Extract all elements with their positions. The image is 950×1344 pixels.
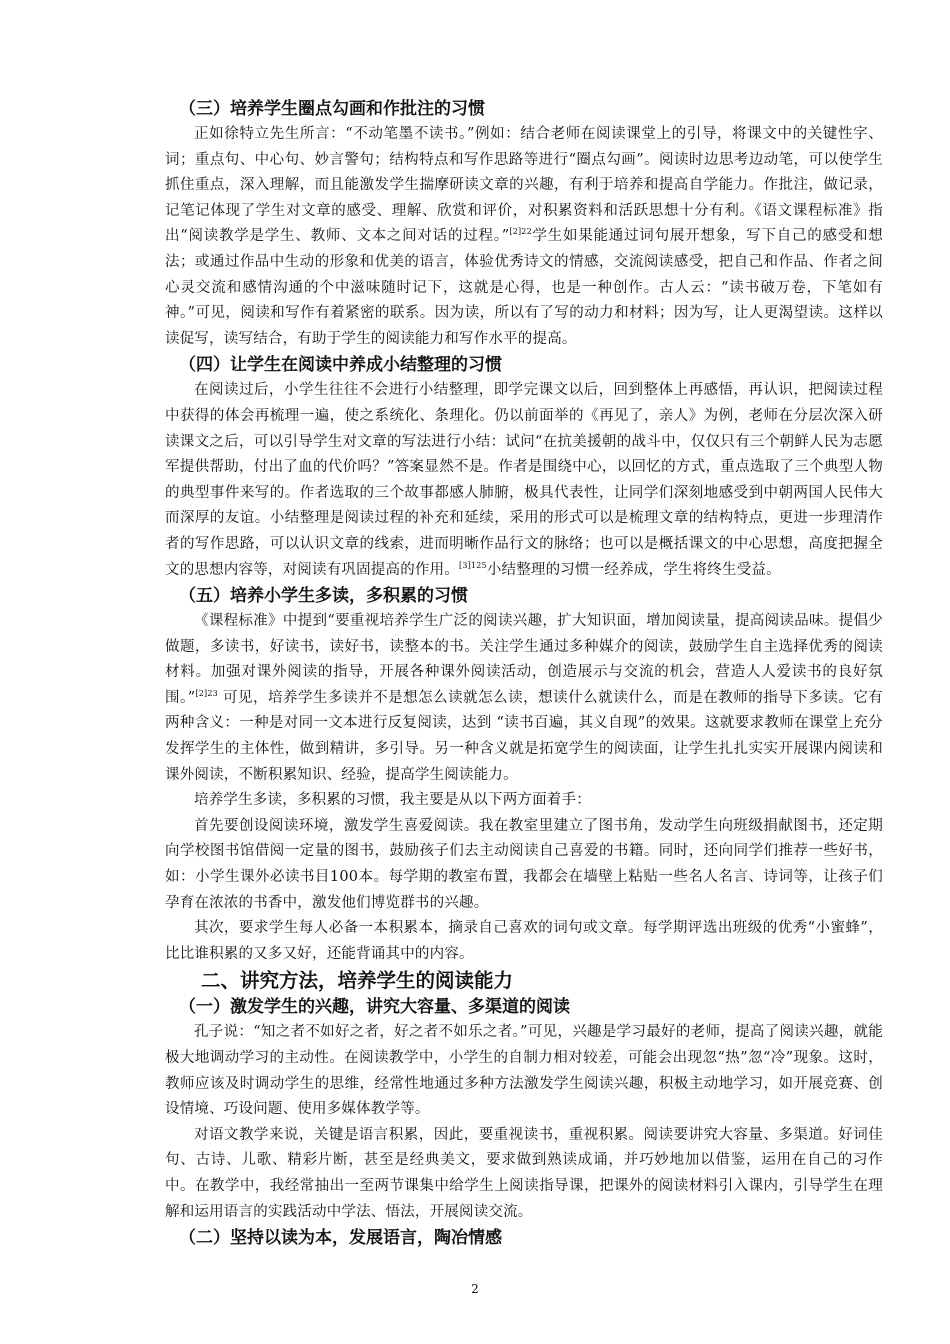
paragraph-text: 培养学生多读，多积累的习惯，我主要是从以下两方面着手： <box>194 792 591 809</box>
citation-superscript: [2]22 <box>509 227 532 237</box>
paragraph: 孔子说：“知之者不如好之者，好之者不如乐之者。”可见，兴趣是学习最好的老师，提高了阅读兴趣，就能极大地调动学习的主动性。在阅读教学中，小学生的自制力相对较差，可能会出现忽“热”忽“冷”现象。这时，教师应该及时调动学生的思维，经常性地通过多种方法激发学生阅读兴趣，积极主动地学习，如开展竞赛、创设情境、巧设问题、使用多媒体教学等。 <box>165 1024 883 1118</box>
paragraph <box>165 814 883 916</box>
paragraph-text: 可见，培养学生多读并不是想怎么读就怎么读，想读什么就读什么，而是在教师的指导下多读。它有两种含义：一种是对同一文本进行反复阅读，达到 “读书百遍，其义自现”的效果。这就要求教师在课堂上充分发挥学生的主体性，做到精讲，多引导。另一种含义就是拓宽学生的阅读面，让学生扎扎实实开展课内阅读和课外阅读，不断积累知识、经验，提高学生阅读能力。 <box>165 689 884 783</box>
paragraph <box>165 916 883 967</box>
page-number: 2 <box>471 1282 479 1296</box>
paragraph-text: 小结整理的习惯一经养成，学生将终生受益。 <box>486 561 781 578</box>
section-heading-1: （一）激发学生的兴趣，讲究大容量、多渠道的阅读 <box>179 997 570 1018</box>
section-heading-3: （三）培养学生圈点勾画和作批注的习惯 <box>179 99 485 119</box>
paragraph <box>165 788 883 814</box>
section-heading-5: （五）培养小学生多读，多积累的习惯 <box>179 586 468 607</box>
paragraph-text: 《课程标准》中提到“要重视培养学生广泛的阅读兴趣，扩大知识面，增加阅读量，提高阅读品味。提倡少做题，多读书，好读书，读好书，读整本的书。关注学生通过多种媒介的阅读，鼓励学生自主选择优秀的阅读材料。加强对课外阅读的指导，开展各种课外阅读活动，创造展示与交流的机会，营造人人爱读书的良好氛围。” <box>165 613 883 706</box>
section-heading-4: （四）让学生在阅读中养成小结整理的习惯 <box>179 355 502 376</box>
paragraph-text: 首先要创设阅读环境，激发学生喜爱阅读。我在教室里建立了图书角，发动学生向班级捐献图书，还定期向学校图书馆借阅一定量的图书，鼓励孩子们去主动阅读自己喜爱的书籍。同时，还向同学们推荐一些好书，如：小学生课外必读书目100本。每学期的教室布置，我都会在墙壁上粘贴一些名人名言、诗词等，让孩子们孕育在浓浓的书香中，激发他们博览群书的兴趣。 <box>165 817 883 911</box>
paragraph-text: 在阅读过后，小学生往往不会进行小结整理，即学完课文以后，回到整体上再感悟，再认识，把阅读过程中获得的体会再梳理一遍，使之系统化、条理化。仍以前面举的《再见了，亲人》为例，老师在分层次深入研读课文之后，可以引导学生对文章的写法进行小结：试问“在抗美援朝的战斗中，仅仅只有三个朝鲜人民为志愿军提供帮助，付出了血的代价吗？”答案显然不是。作者是围绕中心，以回忆的方式，重点选取了三个典型人物的典型事件来写的。作者选取的三个故事都感人肺腑，极具代表性，让同学们深刻地感受到中朝两国人民伟大而深厚的友谊。小结整理是阅读过程的补充和延续，采用的形式可以是梳理文章的结构特点，更进一步理清作者的写作思路，可以认识文章的线索，进而明晰作品行文的脉络；也可以是概括课文的中心思想，高度把握全文的思想内容等，对阅读有巩固提高的作用。 <box>165 382 883 578</box>
paragraph-text: 正如徐特立先生所言：“不动笔墨不读书。”例如：结合老师在阅读课堂上的引导，将课文中的关键性字、词；重点句、中心句、妙言警句；结构特点和写作思路等进行“圈点勾画”。阅读时边思考边动笔，可以使学生抓住重点，深入理解，而且能激发学生揣摩研读文章的兴趣，有利于培养和提高自学能力。作批注，做记录，记笔记体现了学生对文章的感受、理解、欣赏和评价，对积累资料和活跃思想十分有利。《语文课程标准》指出“阅读教学是学生、教师、文本之间对话的过程。” <box>165 126 883 245</box>
paragraph-text: 其次，要求学生每人必备一本积累本，摘录自己喜欢的词句或文章。每学期评选出班级的优秀“小蜜蜂”，比比谁积累的又多又好，还能背诵其中的内容。 <box>165 920 883 962</box>
paragraph-text: 学生如果能通过词句展开想象，写下自己的感受和想法；或通过作品中生动的形象和优美的语言，体验优秀诗文的情感，交流阅读感受，把自己和作品、作者之间心灵交流和感情沟通的个中滋味随时记下，这就是心得，也是一种创作。古人云：“读书破万卷，下笔如有神。”可见，阅读和写作有着紧密的联系。因为读，所以有了写的动力和材料；因为写，让人更渴望读。这样以读促写，读写结合，有助于学生的阅读能力和写作水平的提高。 <box>165 228 883 347</box>
paragraph: 对语文教学来说，关键是语言积累，因此，要重视读书，重视积累。阅读要讲究大容量、多渠道。好词佳句、古诗、儿歌、精彩片断，甚至是经典美文，要求做到熟读成诵，并巧妙地加以借鉴，运用在自己的习作中。在教学中，我经常抽出一至两节课集中给学生上阅读指导课，把课外的阅读材料引入课内，引导学生在理解和运用语言的实践活动中学法、悟法，开展阅读交流。 <box>165 1126 883 1220</box>
section-heading-2: （二）坚持以读为本，发展语言，陶冶情感 <box>179 1228 502 1249</box>
paragraph <box>165 122 883 352</box>
paragraph <box>165 609 883 788</box>
citation-superscript: [2]23 <box>195 689 218 699</box>
chapter-heading: 二、讲究方法，培养学生的阅读能力 <box>201 969 514 993</box>
paragraph <box>165 378 883 583</box>
citation-superscript: [3]125 <box>459 560 487 570</box>
document-body <box>165 96 883 1251</box>
